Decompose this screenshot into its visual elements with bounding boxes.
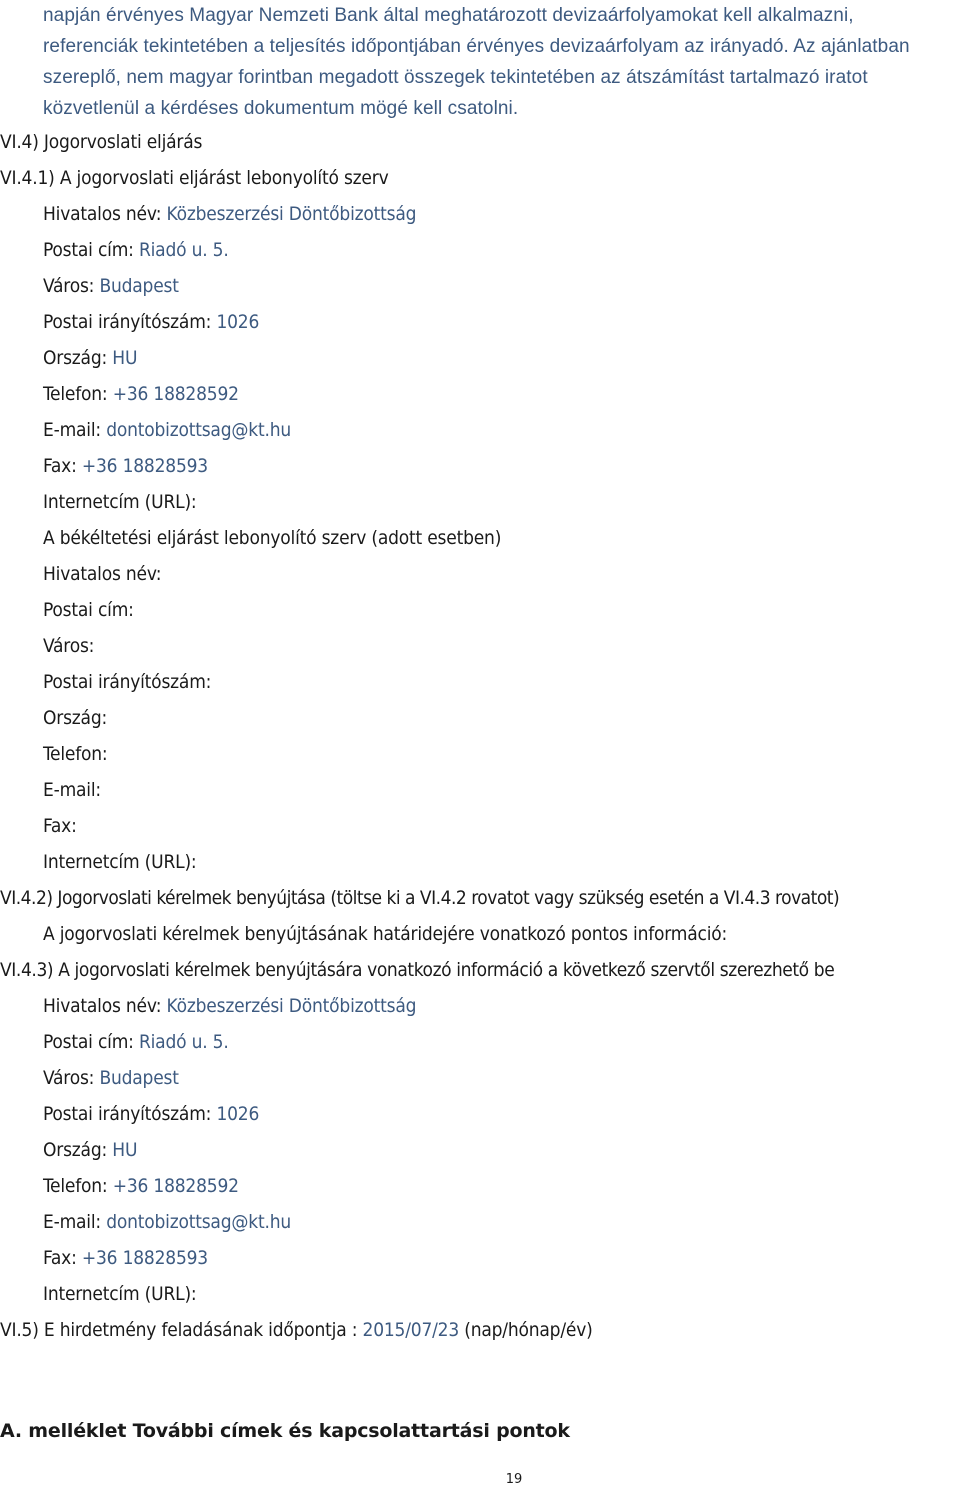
mediation-phone-label: Telefon:: [43, 743, 108, 765]
city-value: Budapest: [99, 1067, 179, 1089]
review-body-country: [43, 346, 137, 370]
section-vi42-heading: VI.4.2) Jogorvoslati kérelmek benyújtása (töltse ki a VI.4.2 rovatot vagy szükség esetén a VI.4.3 rovatot): [0, 887, 840, 909]
info-body-fax: [43, 1246, 208, 1270]
country-label: Ország:: [43, 1139, 108, 1161]
info-body-phone: [43, 1174, 239, 1198]
page-number: 19: [505, 1472, 523, 1487]
name-value: Közbeszerzési Döntőbizottság: [166, 995, 417, 1017]
section-vi5: [0, 1318, 593, 1342]
review-body-address: [43, 238, 229, 262]
vi5-label: VI.5) E hirdetmény feladásának időpontja :: [0, 1319, 358, 1341]
info-body-name: [43, 994, 416, 1018]
mediation-country-label: Ország:: [43, 707, 108, 729]
address-label: Postai cím:: [43, 239, 134, 261]
country-label: Ország:: [43, 347, 108, 369]
info-body-postcode: [43, 1102, 259, 1126]
annex-title: A. melléklet További címek és kapcsolattartási pontok: [0, 1420, 570, 1442]
phone-label: Telefon:: [43, 383, 108, 405]
address-label: Postai cím:: [43, 1031, 134, 1053]
fax-label: Fax:: [43, 455, 77, 477]
intro-paragraph: napján érvényes Magyar Nemzeti Bank által meghatározott devizaárfolyamokat kell alkalmazni, referenciák tekintetében a teljesítés időpontjában érvényes devizaárfolyam az irányadó. Az ajánlatban szereplő, nem magyar forintban megadott összegek tekintetében az átszámítást tartalmazó iratot közvetlenül a kérdéses dokumentum mögé kell csatolni.: [43, 5, 910, 119]
section-vi43-heading: VI.4.3) A jogorvoslati kérelmek benyújtására vonatkozó információ a következő szervtől szerezhető be: [0, 959, 835, 981]
vi5-date: 2015/07/23: [362, 1319, 460, 1341]
postcode-label: Postai irányítószám:: [43, 1103, 212, 1125]
info-body-address: [43, 1030, 229, 1054]
address-value: Riadó u. 5.: [138, 1031, 229, 1053]
section-vi41-heading: VI.4.1) A jogorvoslati eljárást lebonyolító szerv: [0, 167, 389, 189]
fax-label: Fax:: [43, 1247, 77, 1269]
name-value: Közbeszerzési Döntőbizottság: [166, 203, 417, 225]
phone-value: +36 18828592: [112, 383, 239, 405]
review-body-name: [43, 202, 416, 226]
country-value: HU: [112, 1139, 138, 1161]
name-label: Hivatalos név:: [43, 995, 162, 1017]
fax-value: +36 18828593: [81, 455, 208, 477]
mediation-postcode-label: Postai irányítószám:: [43, 671, 212, 693]
postcode-label: Postai irányítószám:: [43, 311, 212, 333]
name-label: Hivatalos név:: [43, 203, 162, 225]
mediation-url-label: Internetcím (URL):: [43, 851, 197, 873]
mediation-heading: A békéltetési eljárást lebonyolító szerv (adott esetben): [43, 527, 502, 549]
info-body-country: [43, 1138, 137, 1162]
review-body-postcode: [43, 310, 259, 334]
vi42-deadline-text: A jogorvoslati kérelmek benyújtásának határidejére vonatkozó pontos információ:: [43, 923, 728, 945]
review-body-city: [43, 274, 179, 298]
email-label: E-mail:: [43, 1211, 101, 1233]
review-body-email: [43, 418, 291, 442]
phone-value: +36 18828592: [112, 1175, 239, 1197]
email-label: E-mail:: [43, 419, 101, 441]
email-value: dontobizottsag@kt.hu: [106, 1211, 291, 1233]
address-value: Riadó u. 5.: [138, 239, 229, 261]
mediation-city-label: Város:: [43, 635, 95, 657]
mediation-address-label: Postai cím:: [43, 599, 134, 621]
info-body-url: Internetcím (URL):: [43, 1283, 197, 1305]
mediation-email-label: E-mail:: [43, 779, 101, 801]
fax-value: +36 18828593: [81, 1247, 208, 1269]
vi5-format: (nap/hónap/év): [464, 1319, 593, 1341]
review-body-url: Internetcím (URL):: [43, 491, 197, 513]
email-value: dontobizottsag@kt.hu: [106, 419, 291, 441]
city-label: Város:: [43, 1067, 95, 1089]
section-vi4-heading: VI.4) Jogorvoslati eljárás: [0, 131, 203, 153]
city-label: Város:: [43, 275, 95, 297]
postcode-value: 1026: [216, 311, 260, 333]
phone-label: Telefon:: [43, 1175, 108, 1197]
mediation-fax-label: Fax:: [43, 815, 77, 837]
country-value: HU: [112, 347, 138, 369]
info-body-city: [43, 1066, 179, 1090]
info-body-email: [43, 1210, 291, 1234]
city-value: Budapest: [99, 275, 179, 297]
mediation-name-label: Hivatalos név:: [43, 563, 162, 585]
review-body-phone: [43, 382, 239, 406]
review-body-fax: [43, 454, 208, 478]
postcode-value: 1026: [216, 1103, 260, 1125]
